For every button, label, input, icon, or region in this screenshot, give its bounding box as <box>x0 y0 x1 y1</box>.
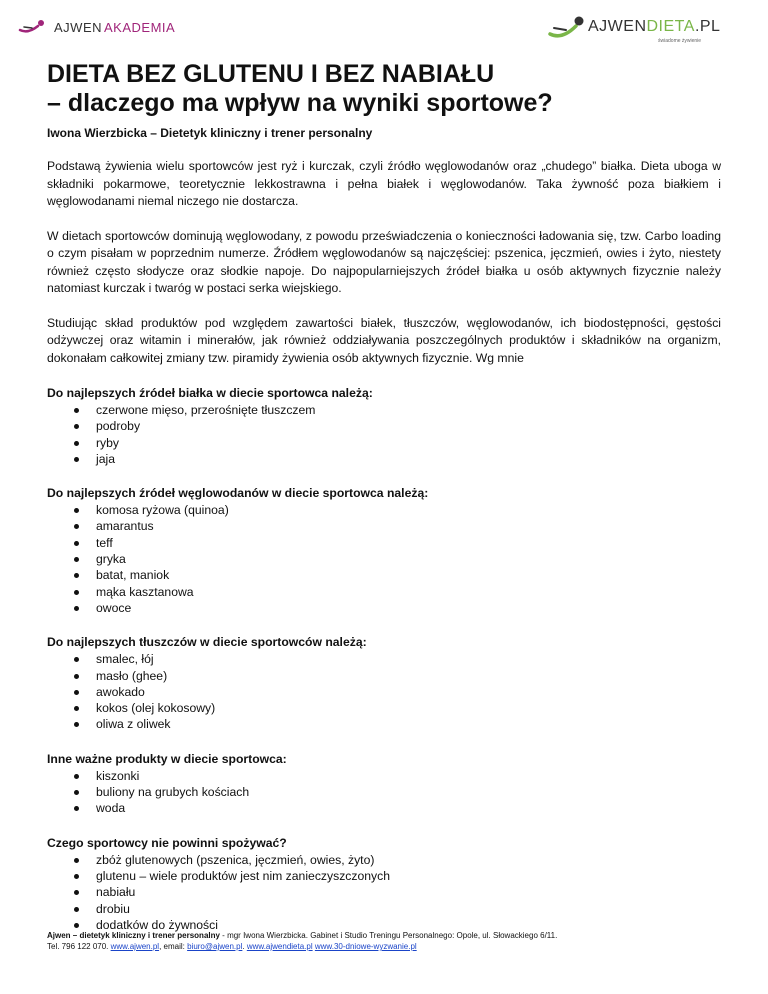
title-line-2: – dlaczego ma wpływ na wyniki sportowe? <box>47 89 553 117</box>
section-carbohydrates <box>47 485 721 616</box>
list-item: dodatków do żywności <box>47 917 721 933</box>
section-title: Do najlepszych źródeł białka w diecie sportowca należą: <box>47 386 373 400</box>
bullet-list <box>47 502 721 616</box>
page-title <box>47 60 721 118</box>
bullet-list <box>47 402 721 467</box>
paragraph-1: Podstawą żywienia wielu sportowców jest ryż i kurczak, czyli źródło węglowodanów oraz „chudego” białka. Dieta uboga w składniki pokarmowe, teoretycznie lekkostrawna i pełna białek i węglowodanów. Taka żywność poza białkiem i węglowodanami niemal niczego nie dostarcza. <box>47 159 721 208</box>
logo-word-ajwen: AJWEN <box>54 19 102 35</box>
section-avoid <box>47 835 721 933</box>
link-ajwen[interactable]: www.ajwen.pl <box>110 942 160 951</box>
footer-separator: . <box>242 942 247 951</box>
list-item: czerwone mięso, przerośnięte tłuszczem <box>47 402 721 418</box>
runner-icon <box>546 14 588 42</box>
list-item: woda <box>47 800 721 816</box>
author-line: Iwona Wierzbicka – Dietetyk kliniczny i trener personalny <box>47 126 373 140</box>
list-item: jaja <box>47 451 721 467</box>
footer-phone: Tel. 796 122 070. <box>47 942 111 951</box>
logo-word-dieta: DIETA <box>646 18 695 35</box>
list-item: komosa ryżowa (quinoa) <box>47 502 721 518</box>
list-item: teff <box>47 535 721 551</box>
paragraph-3: Studiując skład produktów pod względem zawartości białek, tłuszczów, węglowodanów, ich biodostępności, gęstości odżywczej oraz witamin i minerałów, jak również oddziaływania poszczególnych produktów i składników na organizm, dokonałam całkowitej zmiany tzw. piramidy żywienia osób aktywnych fizycznie. Wg mnie <box>47 315 721 365</box>
bullet-list <box>47 651 721 732</box>
section-title: Inne ważne produkty w diecie sportowca: <box>47 751 287 766</box>
list-item: smalec, łój <box>47 651 721 667</box>
list-item: kiszonki <box>47 768 721 784</box>
section-protein <box>47 385 721 467</box>
footer-line-1 <box>47 930 727 941</box>
logo-word-akademia: AKADEMIA <box>104 19 176 35</box>
list-item: kokos (olej kokosowy) <box>47 700 721 716</box>
list-item: batat, maniok <box>47 567 721 583</box>
runner-icon <box>18 18 48 36</box>
logo-wordmark <box>588 18 720 36</box>
section-title: Do najlepszych źródeł węglowodanów w diecie sportowca należą: <box>47 486 429 501</box>
footer <box>47 930 727 952</box>
section-title: Do najlepszych tłuszczów w diecie sportowców należą: <box>47 635 367 650</box>
title-line-1: DIETA BEZ GLUTENU I BEZ NABIAŁU <box>47 60 495 88</box>
link-ajwendieta[interactable]: www.ajwendieta.pl <box>246 942 313 951</box>
ajwen-akademia-logo <box>18 16 175 38</box>
list-item: nabiału <box>47 884 721 900</box>
logo-word-ajwen: AJWEN <box>588 18 647 35</box>
list-item: oliwa z oliwek <box>47 716 721 732</box>
list-item: gryka <box>47 551 721 567</box>
footer-separator: , email: <box>159 942 188 951</box>
footer-company: Ajwen – dietetyk kliniczny i trener personalny <box>47 931 220 940</box>
list-item: awokado <box>47 684 721 700</box>
article <box>47 60 721 933</box>
paragraph-2: W dietach sportowców dominują węglowodany, z powodu przeświadczenia o konieczności ładowania się, tzw. Carbo loading o czym pisałam w poprzednim numerze. Źródłem węglowodanów są najczęściej: pszenica, jęczmień, owies i żyto, niestety również często słodycze oraz słodkie napoje. Do najpopularniejszych źródeł białka u osób aktywnych fizycznie należy natomiast kurczak i twaróg w postaci serka wiejskiego. <box>47 228 721 295</box>
section-other-products <box>47 751 721 817</box>
footer-address: - mgr Iwona Wierzbicka. Gabinet i Studio Treningu Personalnego: Opole, ul. Słowackiego 6/11. <box>219 931 558 940</box>
logo-word-pl: .PL <box>694 18 721 35</box>
list-item: podroby <box>47 418 721 434</box>
footer-line-2 <box>47 941 727 952</box>
section-fats <box>47 634 721 732</box>
list-item: amarantus <box>47 518 721 534</box>
section-title: Czego sportowcy nie powinni spożywać? <box>47 835 287 850</box>
link-email[interactable]: biuro@ajwen.pl <box>187 942 243 951</box>
bullet-list <box>47 768 721 817</box>
list-item: zbóż glutenowych (pszenica, jęczmień, owies, żyto) <box>47 852 721 868</box>
bullet-list <box>47 852 721 933</box>
logo-tagline: świadome żywienie <box>658 38 702 44</box>
list-item: buliony na grubych kościach <box>47 784 721 800</box>
ajwen-dieta-logo <box>546 12 746 46</box>
link-30-dniowe-wyzwanie[interactable]: www.30-dniowe-wyzwanie.pl <box>314 942 417 951</box>
list-item: ryby <box>47 435 721 451</box>
list-item: owoce <box>47 600 721 616</box>
list-item: glutenu – wiele produktów jest nim zanieczyszczonych <box>47 868 721 884</box>
list-item: drobiu <box>47 901 721 917</box>
list-item: mąka kasztanowa <box>47 584 721 600</box>
list-item: masło (ghee) <box>47 668 721 684</box>
